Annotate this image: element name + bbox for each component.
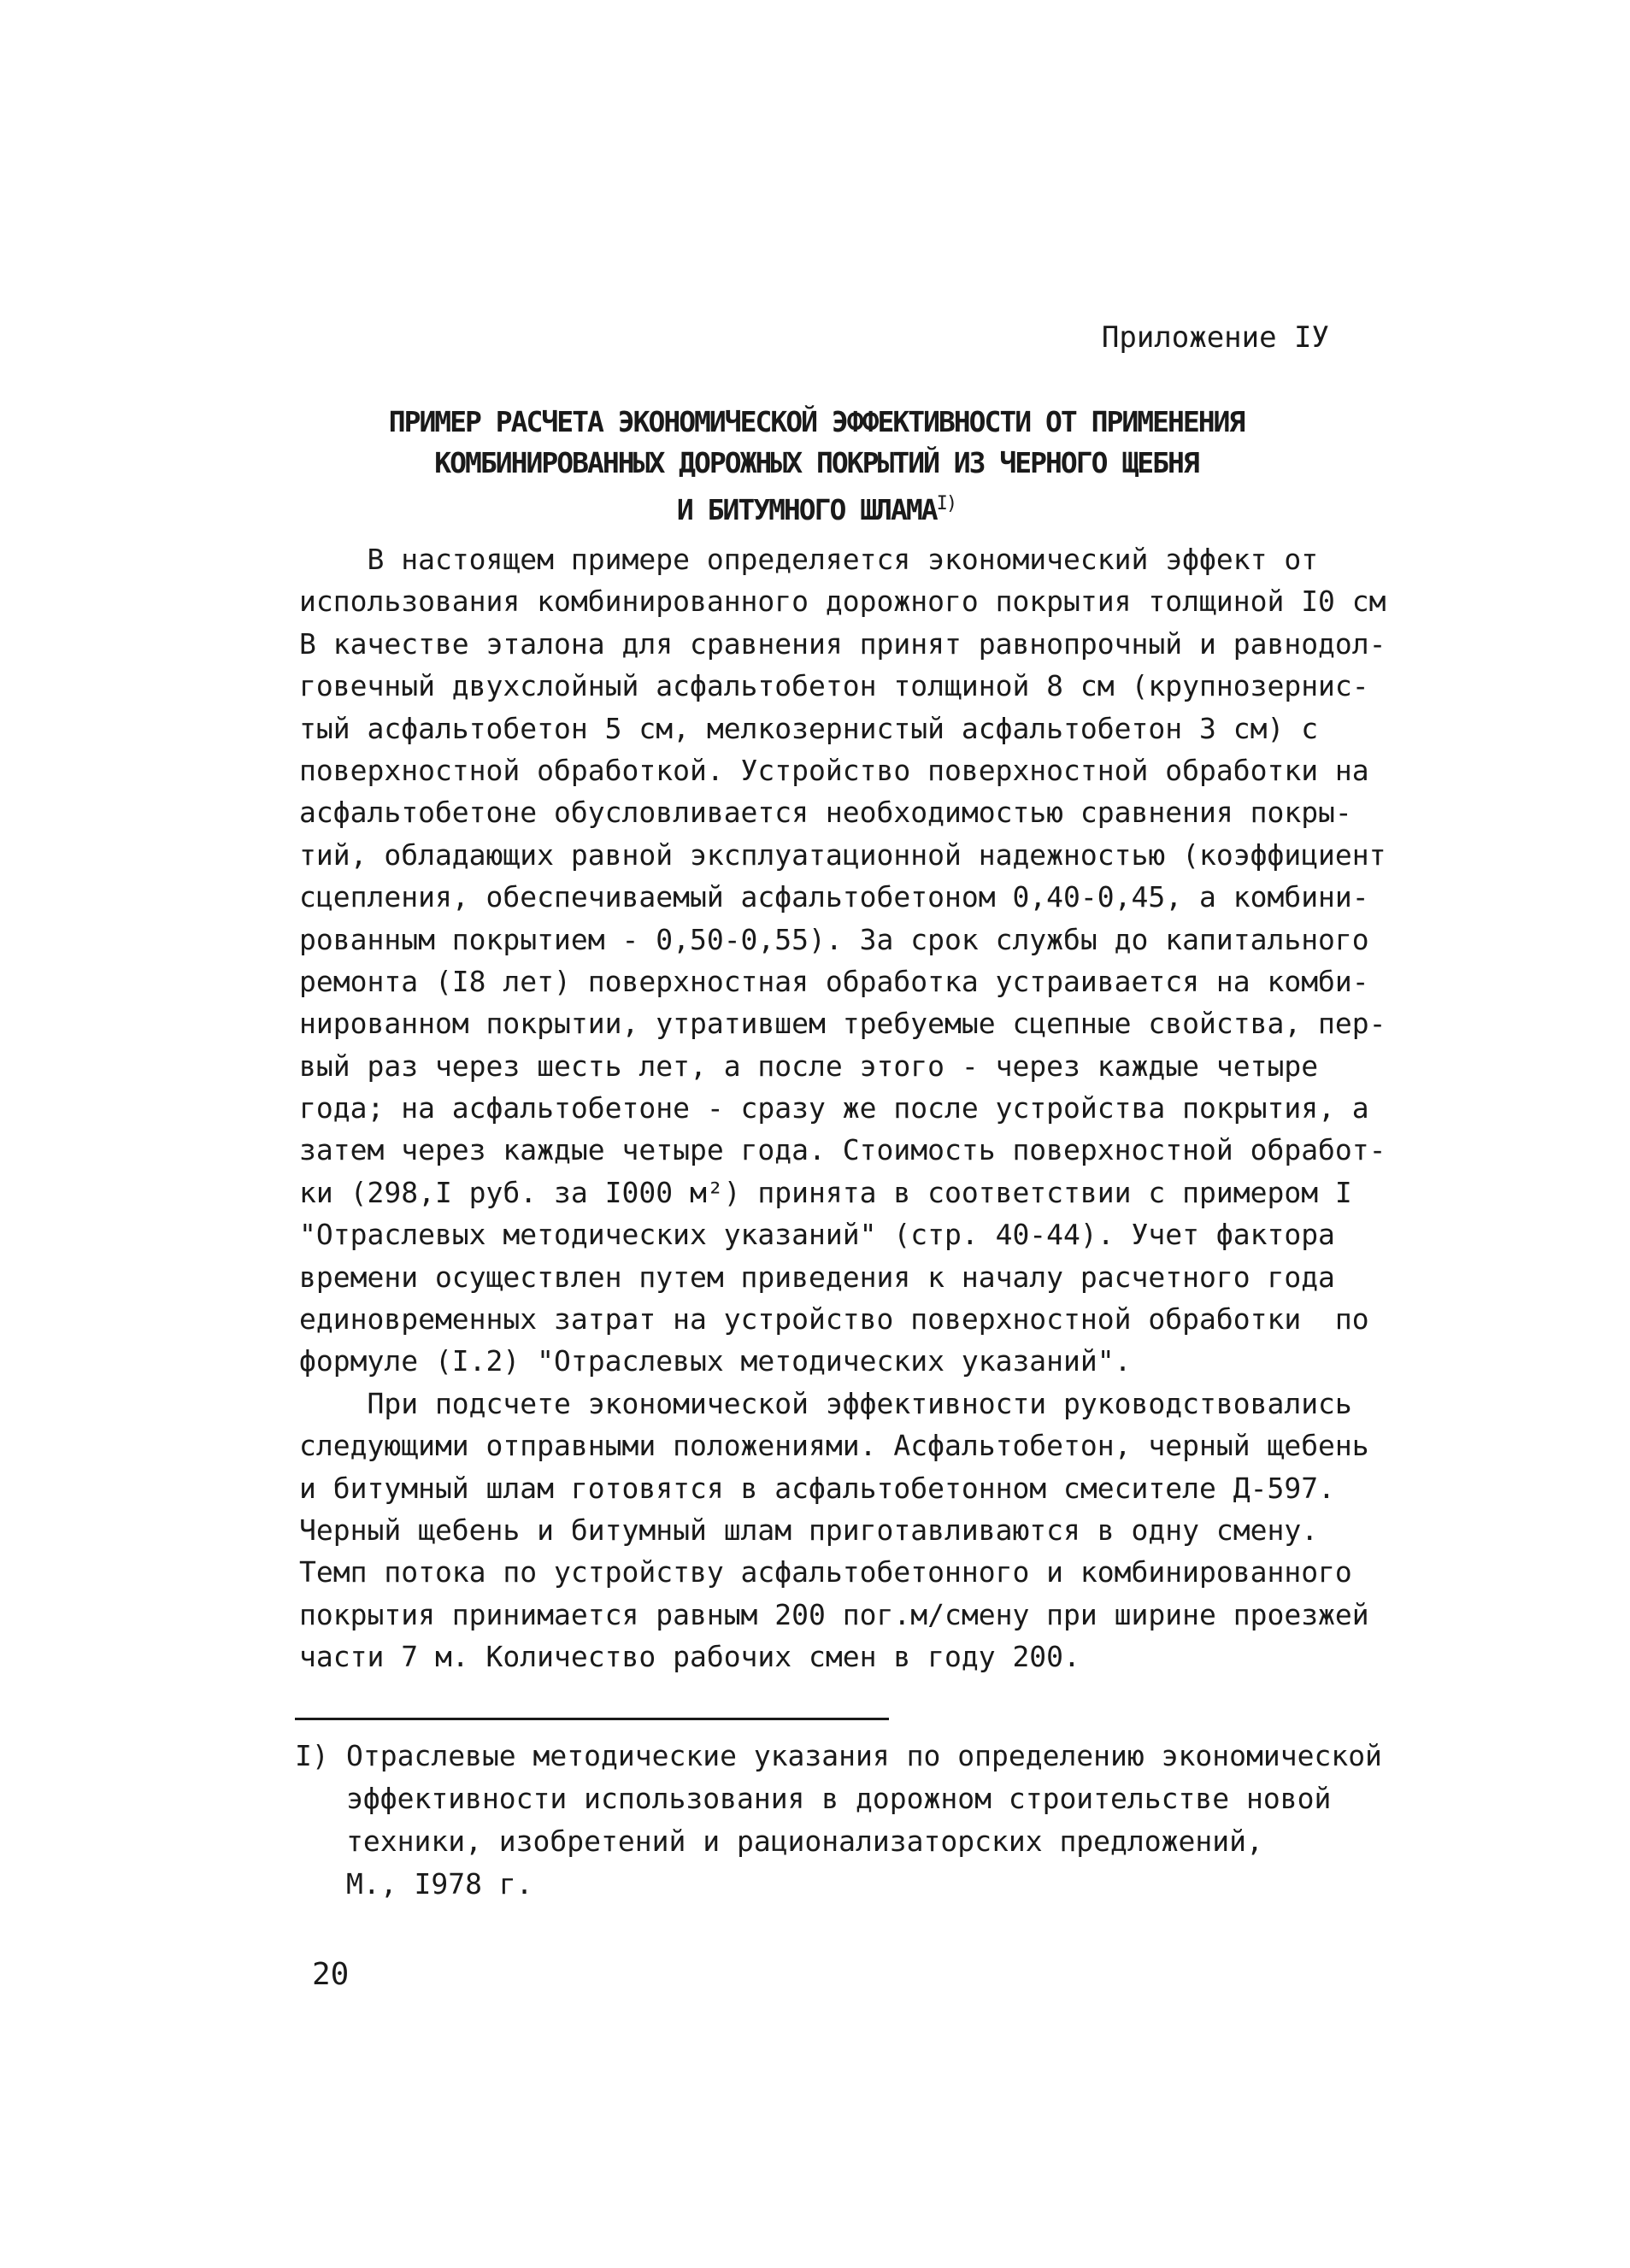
p1-line-11: ремонта (I8 лет) поверхностная обработка устраивается на комби- [299,964,1369,998]
appendix-label: Приложение IУ [1101,320,1329,355]
p2-line-1: При подсчете экономической эффективности руководствовались [299,1386,1352,1420]
p2-line-4: Черный щебень и битумный шлам приготавливаются в одну смену. [299,1513,1319,1547]
p1-line-6: поверхностной обработкой. Устройство поверхностной обработки на [299,753,1369,787]
title-line-3 [256,484,1376,531]
p1-line-14: года; на асфальтобетоне - сразу же после устройства покрытия, а [299,1091,1369,1125]
p1-line-18: времени осуществлен путем приведения к началу расчетного года [299,1260,1335,1294]
paragraph-1 [299,538,1389,1383]
body-text [299,538,1389,1678]
p1-line-8: тий, обладающих равной эксплуатационной надежностью (коэффициент [299,837,1386,872]
p1-line-12: нированном покрытии, утратившем требуемые сцепные свойства, пер- [299,1007,1386,1041]
title-line-3-text: И БИТУМНОГО ШЛАМА [676,493,937,526]
p1-line-2: использования комбинированного дорожного покрытия толщиной I0 см [299,585,1386,619]
p1-line-13: вый раз через шесть лет, а после этого - через каждые четыре [299,1049,1319,1083]
title-line-1: ПРИМЕР РАСЧЕТА ЭКОНОМИЧЕСКОЙ ЭФФЕКТИВНОСТИ ОТ ПРИМЕНЕНИЯ [388,405,1245,438]
footnote-text [346,1735,1415,1906]
footnote-line-4: М., I978 г. [346,1867,533,1901]
p2-line-2: следующими отправными положениями. Асфальтобетон, черный щебень [299,1429,1369,1463]
p1-line-16: ки (298,I руб. за I000 м²) принята в соответствии с примером I [299,1175,1352,1209]
p2-line-7: части 7 м. Количество рабочих смен в году 200. [299,1640,1080,1674]
footnote-divider [295,1718,889,1720]
document-title [256,402,1376,531]
footnote-line-2: эффективности использования в дорожном строительстве новой [346,1782,1332,1815]
footnote [295,1735,1415,1906]
p1-line-20: формуле (I.2) "Отраслевых методических указаний". [299,1344,1132,1378]
title-line-2: КОМБИНИРОВАННЫХ ДОРОЖНЫХ ПОКРЫТИЙ ИЗ ЧЕРНОГО ЩЕБНЯ [434,446,1198,479]
p1-line-3: В качестве эталона для сравнения принят равнопрочный и равнодол- [299,626,1386,661]
p1-line-5: тый асфальтобетон 5 см, мелкозернистый асфальтобетон 3 см) с [299,711,1319,745]
footnote-line-3: техники, изобретений и рационализаторских предложений, [346,1824,1263,1858]
p1-line-7: асфальтобетоне обусловливается необходимостью сравнения покры- [299,796,1352,830]
footnote-line-1: Отраслевые методические указания по определению экономической [346,1739,1382,1772]
p1-line-17: "Отраслевых методических указаний" (стр. 40-44). Учет фактора [299,1218,1335,1252]
p1-line-15: затем через каждые четыре года. Стоимость поверхностной обработ- [299,1133,1386,1167]
footnote-marker: I) [295,1739,329,1772]
p1-line-4: говечный двухслойный асфальтобетон толщиной 8 см (крупнозернис- [299,669,1369,703]
p1-line-1: В настоящем примере определяется экономический эффект от [299,543,1319,576]
p1-line-10: рованным покрытием - 0,50-0,55). За срок службы до капитального [299,922,1369,956]
p2-line-3: и битумный шлам готовятся в асфальтобетонном смесителе Д-597. [299,1471,1335,1505]
title-footnote-ref: I) [936,493,956,514]
p1-line-9: сцепления, обеспечиваемый асфальтобетоном 0,40-0,45, а комбини- [299,880,1369,914]
page-number: 20 [312,1957,350,1992]
p1-line-19: единовременных затрат на устройство поверхностной обработки по [299,1302,1369,1337]
paragraph-2 [299,1383,1389,1678]
p2-line-5: Темп потока по устройству асфальтобетонного и комбинированного [299,1555,1352,1589]
p2-line-6: покрытия принимается равным 200 пог.м/смену при ширине проезжей [299,1597,1369,1631]
